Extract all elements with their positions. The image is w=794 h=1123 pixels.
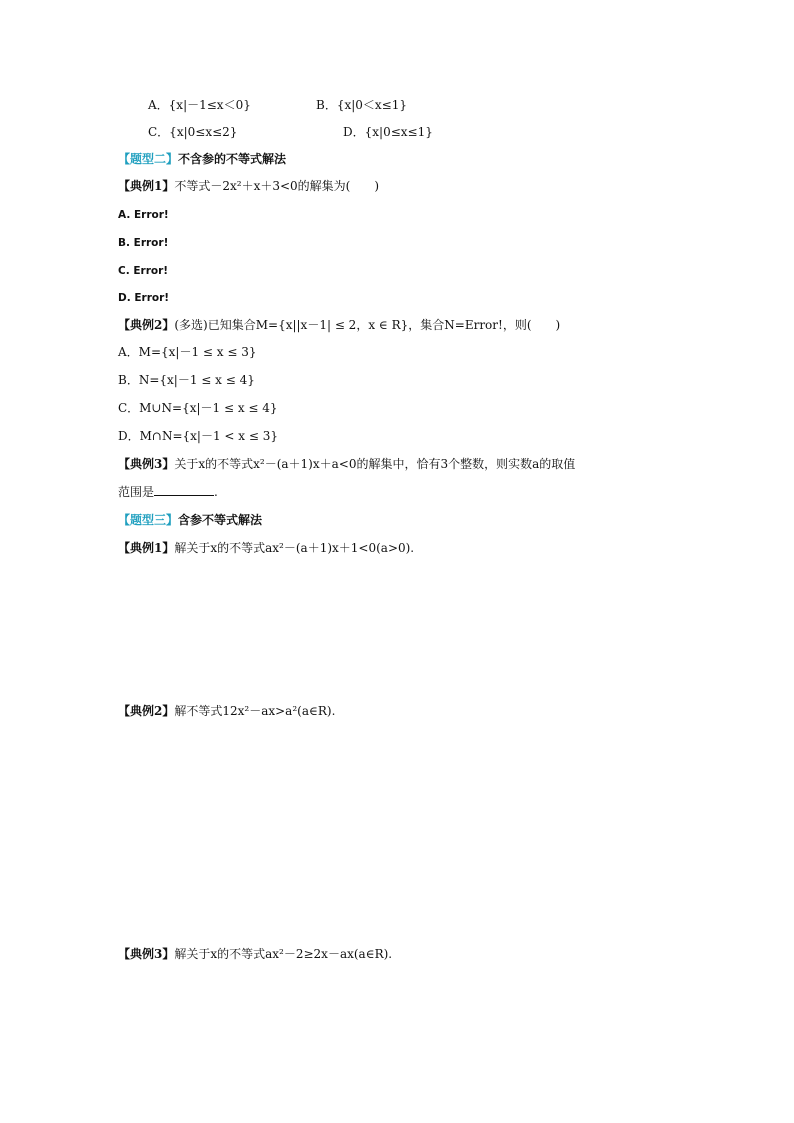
text-line-15 bbox=[118, 456, 575, 472]
line-text: C．M∪N={x|－1 ≤ x ≤ 4} bbox=[118, 401, 278, 415]
line-text: B. Error! bbox=[118, 237, 169, 249]
text-line-13 bbox=[118, 400, 278, 416]
line-text: 范围是 bbox=[118, 485, 155, 499]
text-line-9 bbox=[118, 289, 169, 306]
text-line-11 bbox=[118, 344, 257, 360]
text-line-19 bbox=[118, 703, 335, 719]
line-text-continued: 解关于x的不等式ax²－(a＋1)x＋1<0(a>0). bbox=[174, 541, 415, 555]
text-line-6 bbox=[118, 206, 169, 223]
line-text: B．N={x|－1 ≤ x ≤ 4} bbox=[118, 373, 255, 387]
line-text: A. Error! bbox=[118, 209, 169, 221]
text-line-3 bbox=[343, 124, 433, 140]
line-text: C. Error! bbox=[118, 265, 169, 277]
line-text: D．M∩N={x|－1 < x ≤ 3} bbox=[118, 429, 279, 443]
line-text: B．{x|0＜x≤1} bbox=[316, 98, 407, 112]
text-line-7 bbox=[118, 234, 168, 251]
text-line-1 bbox=[316, 97, 407, 113]
line-text-continued: 不含参的不等式解法 bbox=[178, 152, 287, 166]
text-line-5 bbox=[118, 178, 379, 194]
line-text: 【题型三】 bbox=[118, 513, 179, 527]
text-line-14 bbox=[118, 428, 278, 444]
line-text: 【典例1】 bbox=[118, 179, 175, 193]
line-text-continued: 关于x的不等式x²－(a＋1)x＋a<0的解集中，恰有3个整数，则实数a的取值 bbox=[174, 457, 576, 471]
text-line-8 bbox=[118, 262, 168, 279]
line-text: 【题型二】 bbox=[118, 152, 179, 166]
text-line-12 bbox=[118, 372, 255, 388]
line-text-continued: (多选)已知集合M={x||x－1| ≤ 2，x ∈ R}，集合N=Error!，则( ) bbox=[174, 318, 561, 332]
text-line-20 bbox=[118, 946, 392, 962]
line-text: 【典例1】 bbox=[118, 541, 175, 555]
text-line-17 bbox=[118, 512, 262, 528]
text-line-16 bbox=[118, 484, 218, 500]
text-line-4 bbox=[118, 151, 286, 167]
line-text: A．M={x|－1 ≤ x ≤ 3} bbox=[118, 345, 257, 359]
answer-blank bbox=[154, 484, 214, 496]
line-text-continued: 不等式－2x²＋x＋3<0的解集为( ) bbox=[174, 179, 380, 193]
line-text: 【典例3】 bbox=[118, 457, 175, 471]
text-line-0 bbox=[148, 97, 251, 113]
line-text: A．{x|－1≤x＜0} bbox=[148, 98, 251, 112]
line-text: 【典例2】 bbox=[118, 318, 175, 332]
line-text: C．{x|0≤x≤2} bbox=[148, 125, 238, 139]
line-text-continued: 解不等式12x²－ax>a²(a∈R). bbox=[174, 704, 336, 718]
line-text: D. Error! bbox=[118, 292, 170, 304]
line-text: 【典例2】 bbox=[118, 704, 175, 718]
text-line-18 bbox=[118, 540, 414, 556]
line-text-continued: 解关于x的不等式ax²－2≥2x－ax(a∈R). bbox=[174, 947, 393, 961]
line-text: D．{x|0≤x≤1} bbox=[343, 125, 433, 139]
text-line-10 bbox=[118, 317, 560, 333]
line-text-continued: 含参不等式解法 bbox=[178, 513, 263, 527]
line-text: 【典例3】 bbox=[118, 947, 175, 961]
line-tail: . bbox=[214, 485, 218, 499]
text-line-2 bbox=[148, 124, 237, 140]
